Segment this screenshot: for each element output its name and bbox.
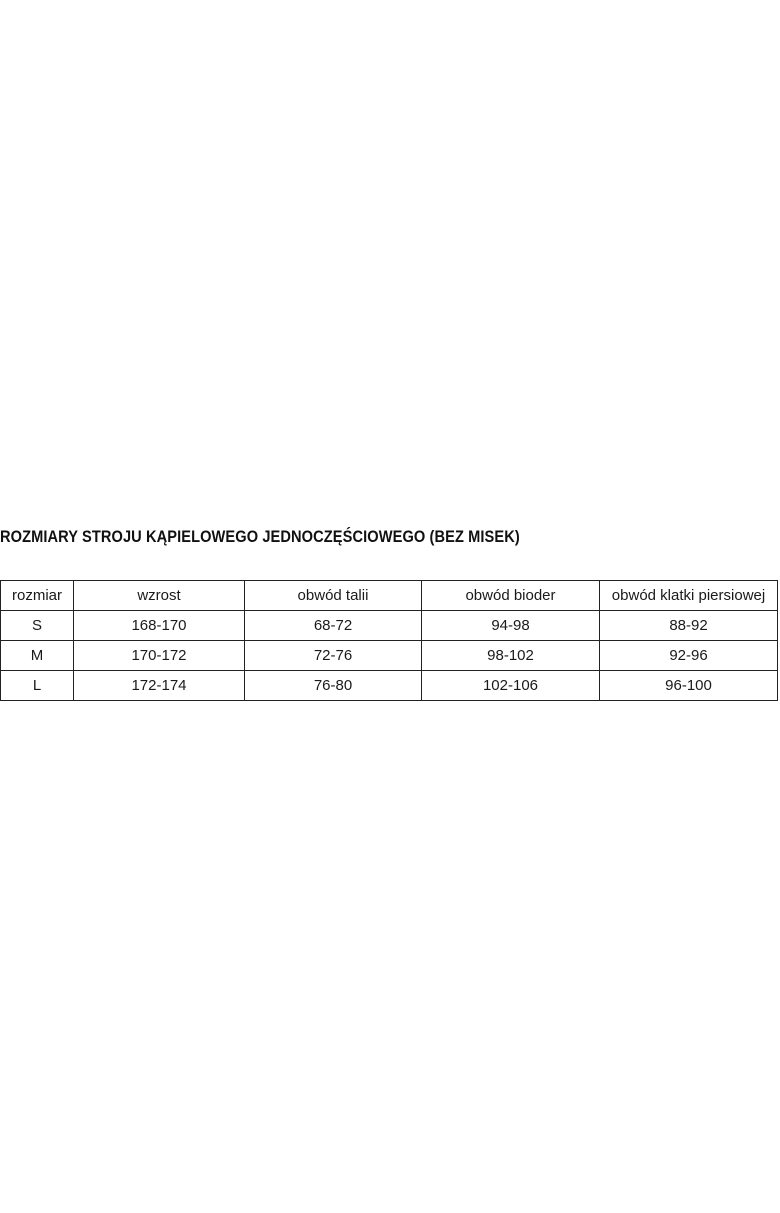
table-row — [1, 671, 778, 701]
cell-chest: 88-92 — [600, 611, 778, 641]
header-height: wzrost — [74, 581, 245, 611]
header-hips: obwód bioder — [422, 581, 600, 611]
table-row — [1, 611, 778, 641]
cell-height: 168-170 — [74, 611, 245, 641]
header-chest: obwód klatki piersiowej — [600, 581, 778, 611]
cell-hips: 98-102 — [422, 641, 600, 671]
cell-size: L — [1, 671, 74, 701]
cell-height: 172-174 — [74, 671, 245, 701]
header-size: rozmiar — [1, 581, 74, 611]
cell-chest: 96-100 — [600, 671, 778, 701]
cell-waist: 72-76 — [245, 641, 422, 671]
table-header-row — [1, 581, 778, 611]
cell-size: S — [1, 611, 74, 641]
cell-waist: 76-80 — [245, 671, 422, 701]
table-row — [1, 641, 778, 671]
size-table — [0, 580, 778, 701]
cell-hips: 102-106 — [422, 671, 600, 701]
size-chart-title: ROZMIARY STROJU KĄPIELOWEGO JEDNOCZĘŚCIOWEGO (BEZ MISEK) — [0, 527, 520, 546]
cell-height: 170-172 — [74, 641, 245, 671]
cell-waist: 68-72 — [245, 611, 422, 641]
cell-hips: 94-98 — [422, 611, 600, 641]
cell-chest: 92-96 — [600, 641, 778, 671]
header-waist: obwód talii — [245, 581, 422, 611]
cell-size: M — [1, 641, 74, 671]
